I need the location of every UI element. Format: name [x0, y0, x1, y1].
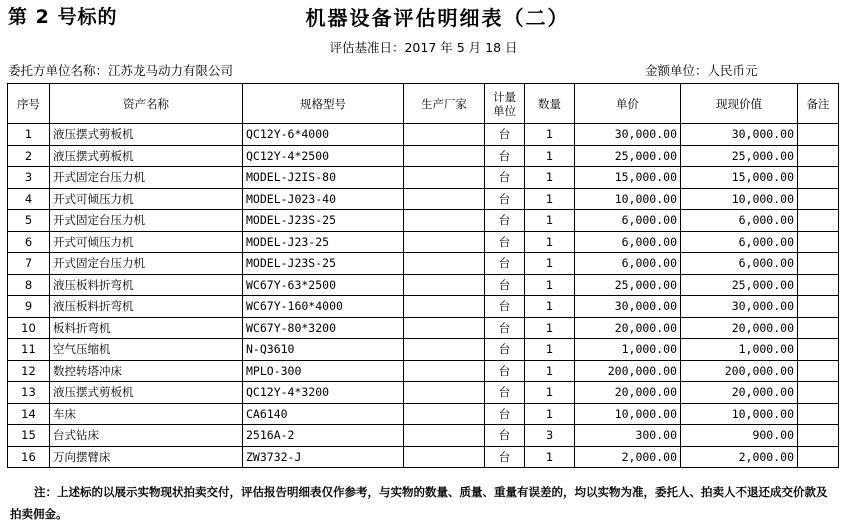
- cell-unit: 台: [485, 317, 525, 339]
- cell-price: 20,000.00: [575, 382, 681, 404]
- cell-qty: 1: [525, 296, 575, 318]
- cell-unit: 台: [485, 167, 525, 189]
- col-header-maker: 生产厂家: [404, 84, 485, 124]
- cell-price: 2,000.00: [575, 446, 681, 468]
- cell-price: 1,000.00: [575, 339, 681, 361]
- col-header-model: 规格型号: [243, 84, 404, 124]
- cell-model: MODEL-J023-40: [243, 188, 404, 210]
- cell-qty: 1: [525, 317, 575, 339]
- cell-name: 数控转塔冲床: [50, 360, 243, 382]
- cell-name: 开式固定台压力机: [50, 167, 243, 189]
- cell-remark: [798, 274, 839, 296]
- col-header-no: 序号: [8, 84, 50, 124]
- cell-model: QC12Y-4*2500: [243, 145, 404, 167]
- cell-value: 900.00: [681, 425, 798, 447]
- table-row: [8, 188, 839, 210]
- cell-unit: 台: [485, 296, 525, 318]
- cell-name: 板料折弯机: [50, 317, 243, 339]
- table-body: [8, 124, 839, 468]
- cell-model: MODEL-J23-25: [243, 231, 404, 253]
- cell-no: 16: [8, 446, 50, 468]
- cell-qty: 1: [525, 167, 575, 189]
- cell-model: MPLO-300: [243, 360, 404, 382]
- currency-unit: 金额单位：人民币元: [645, 63, 758, 78]
- cell-no: 9: [8, 296, 50, 318]
- cell-remark: [798, 360, 839, 382]
- cell-qty: 1: [525, 124, 575, 146]
- cell-unit: 台: [485, 403, 525, 425]
- col-header-remark: 备注: [798, 84, 839, 124]
- cell-price: 25,000.00: [575, 145, 681, 167]
- cell-maker: [404, 253, 485, 275]
- cell-unit: 台: [485, 210, 525, 232]
- cell-name: 液压摆式剪板机: [50, 124, 243, 146]
- cell-price: 15,000.00: [575, 167, 681, 189]
- cell-name: 液压板料折弯机: [50, 274, 243, 296]
- cell-remark: [798, 231, 839, 253]
- cell-maker: [404, 167, 485, 189]
- cell-maker: [404, 296, 485, 318]
- cell-no: 10: [8, 317, 50, 339]
- col-header-value: 现现价值: [681, 84, 798, 124]
- cell-model: CA6140: [243, 403, 404, 425]
- cell-maker: [404, 339, 485, 361]
- cell-no: 14: [8, 403, 50, 425]
- cell-value: 6,000.00: [681, 231, 798, 253]
- cell-name: 开式固定台压力机: [50, 210, 243, 232]
- cell-no: 15: [8, 425, 50, 447]
- cell-model: MODEL-J23S-25: [243, 210, 404, 232]
- cell-model: ZW3732-J: [243, 446, 404, 468]
- cell-maker: [404, 124, 485, 146]
- cell-qty: 1: [525, 145, 575, 167]
- cell-name: 车床: [50, 403, 243, 425]
- cell-model: 2516A-2: [243, 425, 404, 447]
- cell-no: 3: [8, 167, 50, 189]
- table-row: [8, 274, 839, 296]
- cell-unit: 台: [485, 360, 525, 382]
- col-header-name: 资产名称: [50, 84, 243, 124]
- cell-qty: 1: [525, 231, 575, 253]
- cell-value: 30,000.00: [681, 296, 798, 318]
- cell-maker: [404, 425, 485, 447]
- cell-name: 空气压缩机: [50, 339, 243, 361]
- table-row: [8, 210, 839, 232]
- cell-qty: 1: [525, 446, 575, 468]
- cell-name: 液压摆式剪板机: [50, 382, 243, 404]
- cell-name: 开式可倾压力机: [50, 231, 243, 253]
- cell-name: 台式钻床: [50, 425, 243, 447]
- cell-maker: [404, 382, 485, 404]
- cell-model: N-Q3610: [243, 339, 404, 361]
- cell-remark: [798, 188, 839, 210]
- cell-remark: [798, 167, 839, 189]
- cell-name: 开式固定台压力机: [50, 253, 243, 275]
- cell-unit: 台: [485, 145, 525, 167]
- cell-price: 30,000.00: [575, 296, 681, 318]
- cell-remark: [798, 339, 839, 361]
- table-row: [8, 382, 839, 404]
- col-header-unit: [485, 84, 525, 124]
- lot-label: 第 2 号标的: [8, 6, 118, 28]
- cell-qty: 1: [525, 360, 575, 382]
- table-row: [8, 253, 839, 275]
- cell-value: 20,000.00: [681, 317, 798, 339]
- col-header-qty: 数量: [525, 84, 575, 124]
- cell-remark: [798, 403, 839, 425]
- cell-remark: [798, 425, 839, 447]
- cell-model: WC67Y-80*3200: [243, 317, 404, 339]
- cell-price: 20,000.00: [575, 317, 681, 339]
- cell-unit: 台: [485, 188, 525, 210]
- cell-price: 10,000.00: [575, 403, 681, 425]
- cell-name: 液压板料折弯机: [50, 296, 243, 318]
- cell-maker: [404, 210, 485, 232]
- cell-name: 开式可倾压力机: [50, 188, 243, 210]
- table-row: [8, 296, 839, 318]
- cell-maker: [404, 446, 485, 468]
- table-header: [8, 84, 839, 124]
- cell-maker: [404, 231, 485, 253]
- cell-remark: [798, 382, 839, 404]
- table-row: [8, 124, 839, 146]
- cell-no: 5: [8, 210, 50, 232]
- cell-price: 6,000.00: [575, 231, 681, 253]
- cell-name: 万向摆臂床: [50, 446, 243, 468]
- cell-price: 200,000.00: [575, 360, 681, 382]
- cell-qty: 1: [525, 403, 575, 425]
- cell-value: 200,000.00: [681, 360, 798, 382]
- cell-qty: 1: [525, 253, 575, 275]
- cell-model: QC12Y-4*3200: [243, 382, 404, 404]
- cell-model: QC12Y-6*4000: [243, 124, 404, 146]
- cell-unit: 台: [485, 425, 525, 447]
- cell-name: 液压摆式剪板机: [50, 145, 243, 167]
- cell-unit: 台: [485, 231, 525, 253]
- cell-qty: 1: [525, 339, 575, 361]
- cell-remark: [798, 446, 839, 468]
- col-header-unit-label: 计量单位: [493, 89, 516, 118]
- cell-maker: [404, 188, 485, 210]
- cell-no: 13: [8, 382, 50, 404]
- cell-value: 6,000.00: [681, 210, 798, 232]
- col-header-price: 单价: [575, 84, 681, 124]
- cell-no: 7: [8, 253, 50, 275]
- cell-no: 1: [8, 124, 50, 146]
- footnote: 注：上述标的以展示实物现状拍卖交付，评估报告明细表仅作参考，与实物的数量、质量、重量有误差的，均以实物为准，委托人、拍卖人不退还成交价款及拍卖佣金。: [10, 485, 828, 521]
- cell-price: 300.00: [575, 425, 681, 447]
- cell-no: 11: [8, 339, 50, 361]
- cell-price: 30,000.00: [575, 124, 681, 146]
- cell-remark: [798, 296, 839, 318]
- cell-value: 15,000.00: [681, 167, 798, 189]
- cell-qty: 1: [525, 210, 575, 232]
- cell-maker: [404, 360, 485, 382]
- cell-unit: 台: [485, 124, 525, 146]
- cell-value: 10,000.00: [681, 188, 798, 210]
- cell-maker: [404, 317, 485, 339]
- cell-remark: [798, 210, 839, 232]
- cell-no: 6: [8, 231, 50, 253]
- cell-price: 6,000.00: [575, 210, 681, 232]
- table-row: [8, 339, 839, 361]
- table-row: [8, 360, 839, 382]
- cell-value: 25,000.00: [681, 274, 798, 296]
- cell-model: WC67Y-160*4000: [243, 296, 404, 318]
- cell-model: MODEL-J2IS-80: [243, 167, 404, 189]
- cell-qty: 1: [525, 382, 575, 404]
- cell-value: 30,000.00: [681, 124, 798, 146]
- cell-unit: 台: [485, 446, 525, 468]
- table-row: [8, 403, 839, 425]
- cell-remark: [798, 317, 839, 339]
- cell-qty: 3: [525, 425, 575, 447]
- cell-value: 10,000.00: [681, 403, 798, 425]
- cell-no: 8: [8, 274, 50, 296]
- cell-value: 6,000.00: [681, 253, 798, 275]
- cell-maker: [404, 274, 485, 296]
- cell-price: 6,000.00: [575, 253, 681, 275]
- cell-unit: 台: [485, 382, 525, 404]
- cell-model: MODEL-J23S-25: [243, 253, 404, 275]
- cell-value: 2,000.00: [681, 446, 798, 468]
- cell-remark: [798, 145, 839, 167]
- cell-unit: 台: [485, 339, 525, 361]
- table-row: [8, 317, 839, 339]
- base-date: 评估基准日：2017 年 5 月 18 日: [329, 40, 518, 55]
- cell-price: 10,000.00: [575, 188, 681, 210]
- cell-value: 1,000.00: [681, 339, 798, 361]
- cell-qty: 1: [525, 274, 575, 296]
- client-name: 委托方单位名称：江苏龙马动力有限公司: [8, 63, 234, 78]
- table-row: [8, 446, 839, 468]
- cell-unit: 台: [485, 274, 525, 296]
- cell-remark: [798, 253, 839, 275]
- cell-no: 12: [8, 360, 50, 382]
- cell-remark: [798, 124, 839, 146]
- table-row: [8, 145, 839, 167]
- cell-price: 25,000.00: [575, 274, 681, 296]
- cell-qty: 1: [525, 188, 575, 210]
- table-row: [8, 425, 839, 447]
- cell-no: 2: [8, 145, 50, 167]
- cell-model: WC67Y-63*2500: [243, 274, 404, 296]
- cell-maker: [404, 145, 485, 167]
- cell-unit: 台: [485, 253, 525, 275]
- page-title: 机器设备评估明细表（二）: [305, 6, 570, 30]
- cell-no: 4: [8, 188, 50, 210]
- cell-value: 20,000.00: [681, 382, 798, 404]
- cell-maker: [404, 403, 485, 425]
- table-row: [8, 167, 839, 189]
- equipment-table: [7, 83, 839, 468]
- table-row: [8, 231, 839, 253]
- cell-value: 25,000.00: [681, 145, 798, 167]
